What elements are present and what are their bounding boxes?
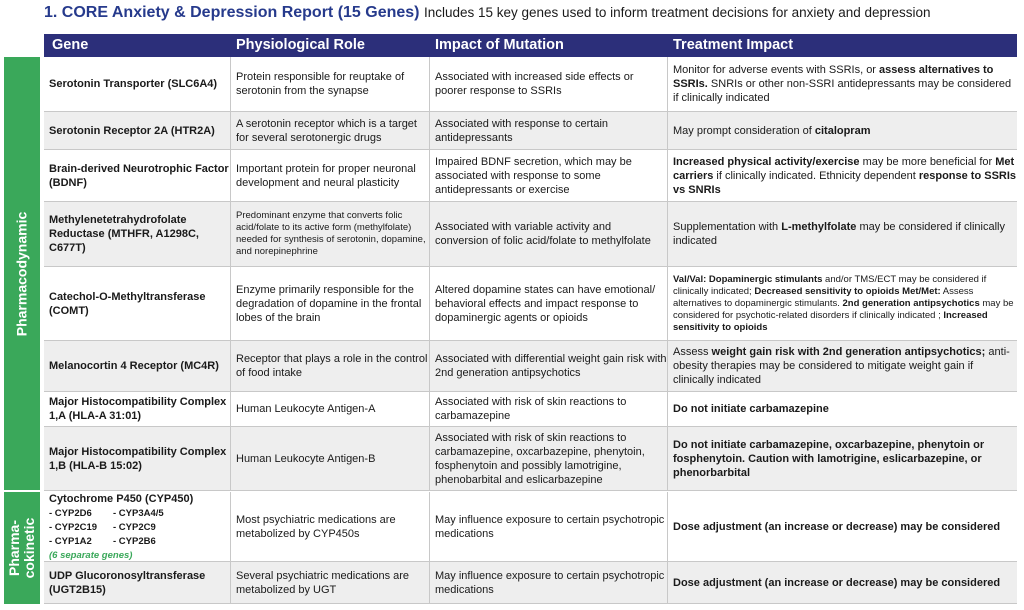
gene-cell: Major Histocompatibility Complex 1,A (HLA-A 31:01) <box>44 392 231 426</box>
gene-cell: Melanocortin 4 Receptor (MC4R) <box>44 341 231 391</box>
role-cell: Human Leukocyte Antigen-B <box>231 427 430 490</box>
treatment-cell: Dose adjustment (an increase or decrease) may be considered <box>673 520 1001 533</box>
treatment-cell: Dose adjustment (an increase or decrease) may be considered <box>673 576 1001 589</box>
title-main: 1. CORE Anxiety & Depression Report (15 Genes) <box>44 4 420 21</box>
col-impact-of-mutation: Impact of Mutation <box>435 37 564 53</box>
role-cell: Several psychiatric medications are metabolized by UGT <box>231 562 430 603</box>
role-cell: Protein responsible for reuptake of serotonin from the synapse <box>231 57 430 111</box>
impact-cell: Impaired BDNF secretion, which may be associated with response to some antidepressants or exercise <box>430 150 668 201</box>
impact-cell: Associated with risk of skin reactions to carbamazepine, oxcarbazepine, phenytoin, fosphenytoin and possibly lamotrigine, phenobarbital and eslicarbazepine <box>430 427 668 490</box>
treatment-cell: Supplementation with L-methylfolate may be considered if clinically indicated <box>673 221 1005 247</box>
col-treatment-impact: Treatment Impact <box>673 37 794 53</box>
role-cell: Receptor that plays a role in the control of food intake <box>231 341 430 391</box>
table-row <box>44 562 1017 604</box>
col-physiological-role: Physiological Role <box>236 37 365 53</box>
gene-cell: Major Histocompatibility Complex 1,B (HLA-B 15:02) <box>44 427 231 490</box>
treatment-cell: Increased physical activity/exercise may be more beneficial for Met carriers if clinically indicated. Ethnicity dependent response to SSRIs vs SNRIs <box>673 155 1017 196</box>
role-cell: Enzyme primarily responsible for the degradation of dopamine in the frontal lobes of the brain <box>231 267 430 340</box>
gene-cell: Catechol-O-Methyltransferase (COMT) <box>44 267 231 340</box>
impact-cell: Associated with risk of skin reactions to carbamazepine <box>430 392 668 426</box>
group-label-pharmacokinetic: Pharma- cokinetic <box>6 517 37 579</box>
impact-cell: Associated with increased side effects or poorer response to SSRIs <box>430 57 668 111</box>
table-row <box>44 427 1017 491</box>
role-cell: Predominant enzyme that converts folic acid/folate to its active form (methylfolate) needed for synthesis of serotonin, dopamine, and norepinephrine <box>231 202 430 266</box>
gene-cell: Brain-derived Neurotrophic Factor (BDNF) <box>44 150 231 201</box>
gene-cell: Cytochrome P450 (CYP450) - CYP2D6 - CYP3A4/5 - CYP2C19 - CYP2C9 - CYP1A2 - CYP2B6 (6 separate genes) <box>44 492 231 561</box>
impact-cell: May influence exposure to certain psychotropic medications <box>430 492 668 561</box>
impact-cell: Altered dopamine states can have emotional/ behavioral effects and impact response to dopaminergic agents or opioids <box>430 267 668 340</box>
report-title <box>44 4 1020 28</box>
table-row <box>44 57 1017 112</box>
col-gene: Gene <box>52 37 89 53</box>
cyp-note: (6 separate genes) <box>49 549 133 561</box>
treatment-cell: Val/Val: Dopaminergic stimulants and/or TMS/ECT may be considered if clinically indicated; Decreased sensitivity to opioids Met/Met: Assess alternatives to dopaminergic stimulants. 2nd generation antipsychotics may be considered for psychotic-related disorders if clinically indicated ; Increased sensitivity to opioids <box>673 273 1014 333</box>
treatment-cell: Do not initiate carbamazepine, oxcarbazepine, phenytoin or fosphenytoin. Caution with lamotrigine, eslicarbazepine, or phenorbarbital <box>673 438 985 479</box>
impact-cell: May influence exposure to certain psychotropic medications <box>430 562 668 603</box>
table-row <box>44 341 1017 392</box>
group-pharmacodynamic <box>4 57 40 490</box>
treatment-cell: Do not initiate carbamazepine <box>673 403 829 415</box>
role-cell: Important protein for proper neuronal development and neural plasticity <box>231 150 430 201</box>
treatment-cell: May prompt consideration of citalopram <box>673 124 871 137</box>
table-row <box>44 492 1017 562</box>
table-row <box>44 202 1017 267</box>
table-row <box>44 112 1017 150</box>
role-cell: A serotonin receptor which is a target for several serotonergic drugs <box>231 112 430 149</box>
gene-cell: Serotonin Transporter (SLC6A4) <box>44 57 231 111</box>
group-pharmacokinetic <box>4 492 40 604</box>
group-label-pharmacodynamic: Pharmacodynamic <box>13 211 30 336</box>
role-cell: Most psychiatric medications are metabolized by CYP450s <box>231 492 430 561</box>
table-row <box>44 267 1017 341</box>
impact-cell: Associated with differential weight gain risk with 2nd generation antipsychotics <box>430 341 668 391</box>
impact-cell: Associated with variable activity and conversion of folic acid/folate to methylfolate <box>430 202 668 266</box>
treatment-cell: Assess weight gain risk with 2nd generation antipsychotics; anti-obesity therapies may be considered to mitigate weight gain if clinically indicated <box>673 346 1010 386</box>
gene-cell: Serotonin Receptor 2A (HTR2A) <box>44 112 231 149</box>
gene-cell: Methylenetetrahydrofolate Reductase (MTHFR, A1298C, C677T) <box>44 202 231 266</box>
gene-cell: UDP Glucoronosyltransferase (UGT2B15) <box>44 562 231 603</box>
treatment-cell: Monitor for adverse events with SSRIs, or assess alternatives to SSRIs. SNRIs or other non-SSRI antidepressants may be considered if clinically indicated <box>673 64 1012 104</box>
table-row <box>44 392 1017 427</box>
table-row <box>44 150 1017 202</box>
cyp-gene-list: - CYP2D6 - CYP3A4/5 - CYP2C19 - CYP2C9 - CYP1A2 - CYP2B6 <box>49 507 164 547</box>
table-header <box>44 34 1017 57</box>
title-subtitle: Includes 15 key genes used to inform treatment decisions for anxiety and depression <box>423 5 931 20</box>
role-cell: Human Leukocyte Antigen-A <box>231 392 430 426</box>
impact-cell: Associated with response to certain antidepressants <box>430 112 668 149</box>
